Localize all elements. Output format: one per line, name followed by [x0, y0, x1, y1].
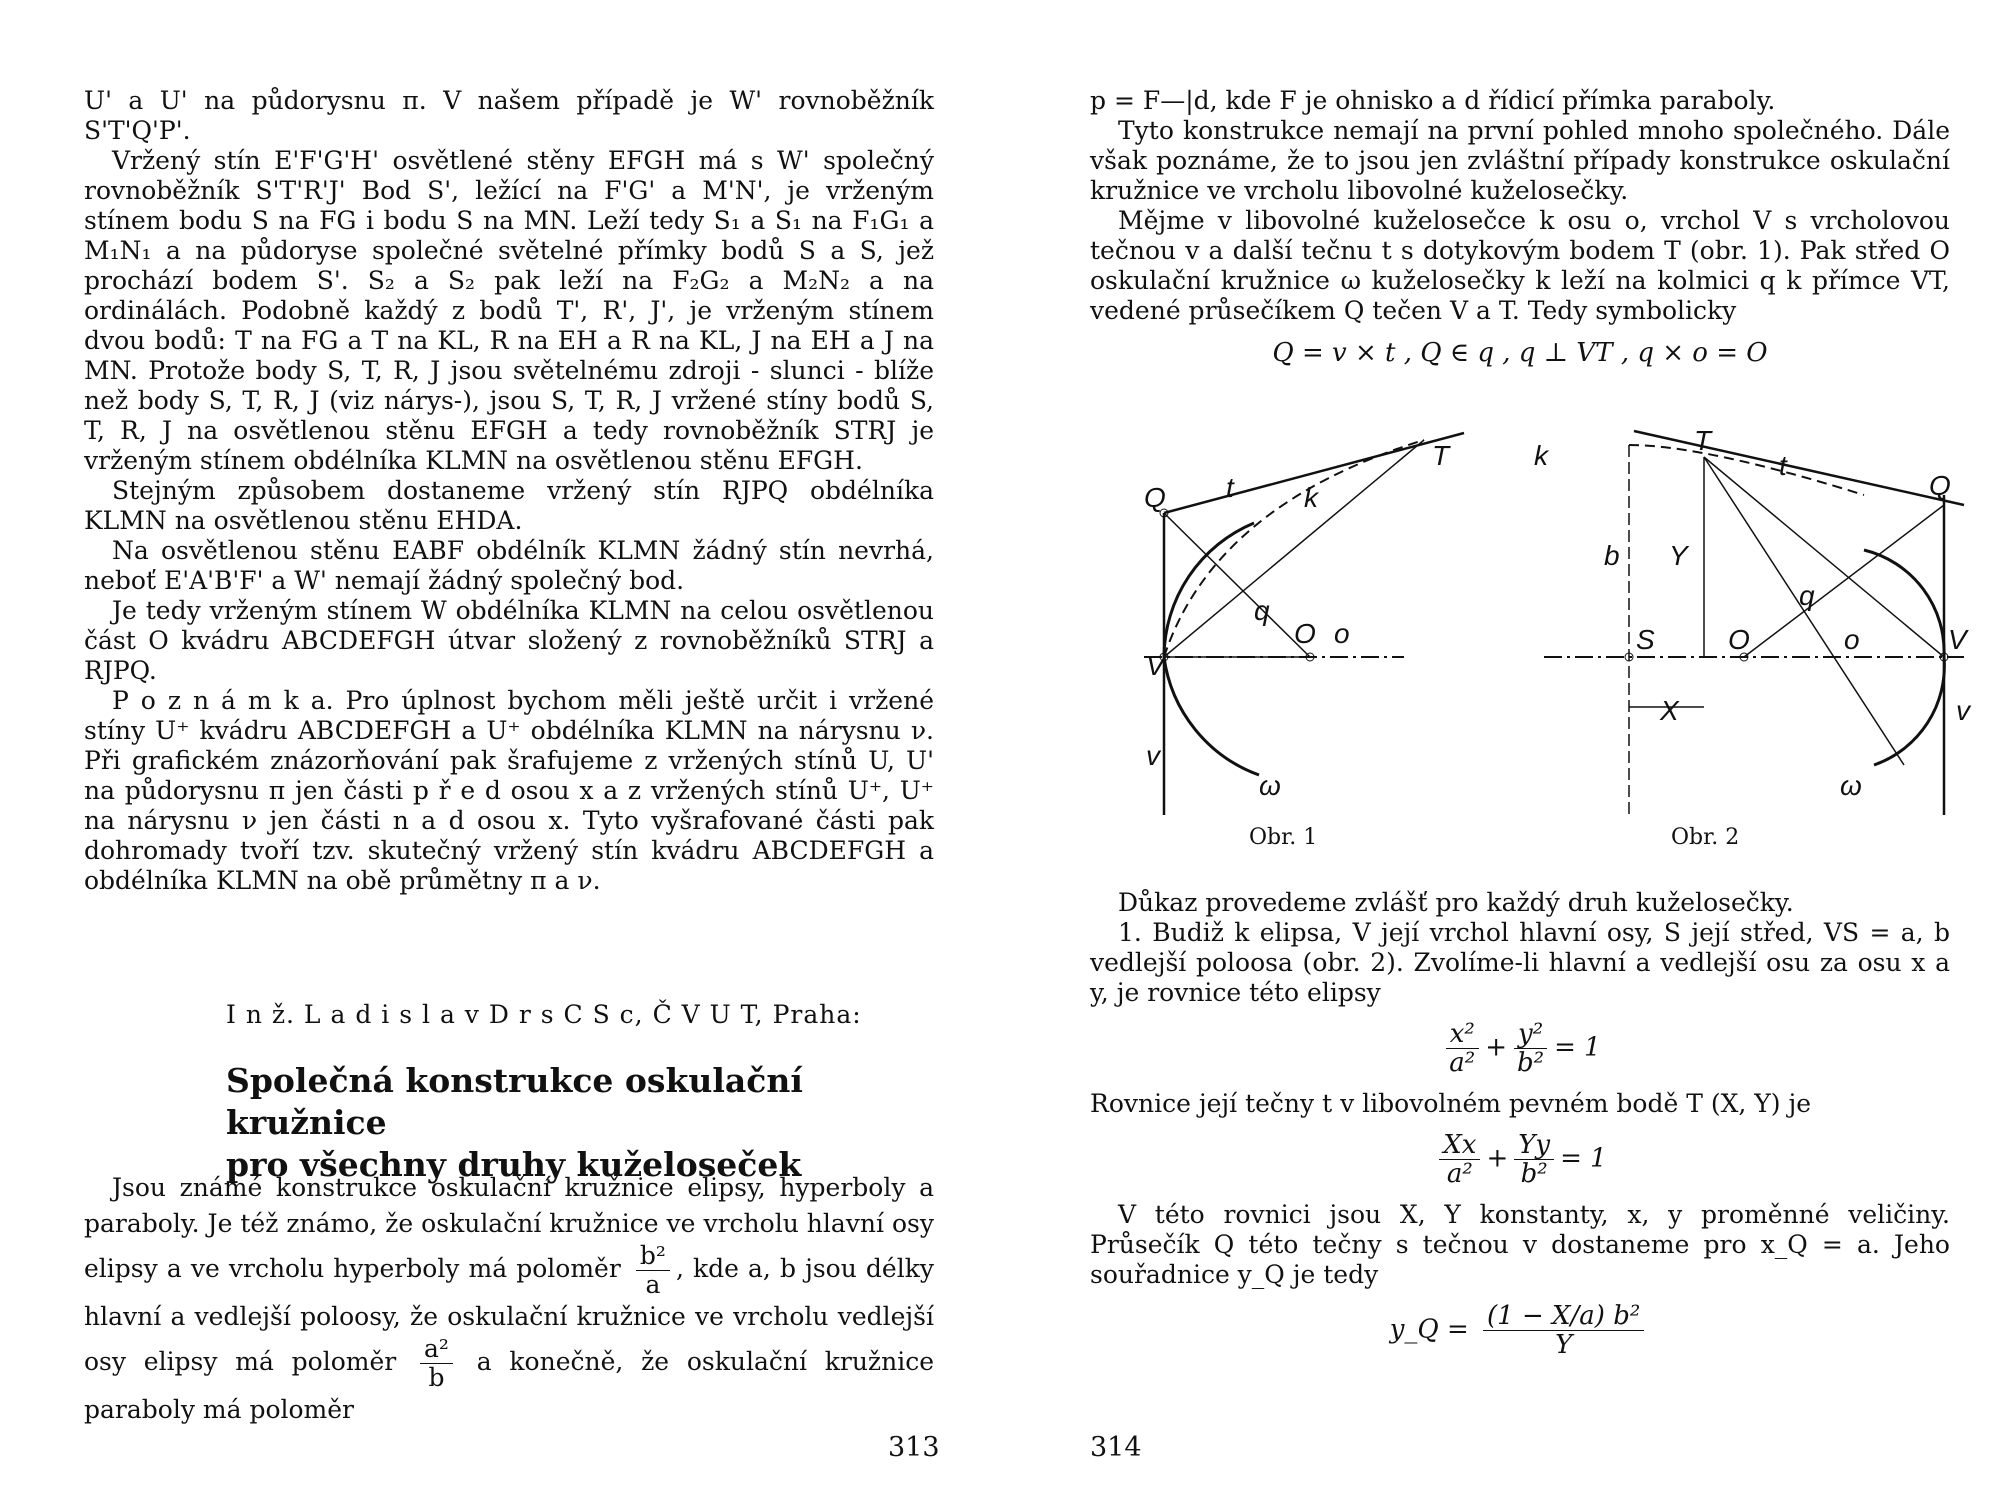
fig2-label-omega: ω — [1840, 770, 1862, 801]
fraction — [1513, 1020, 1548, 1077]
fig1-label-Q: Q — [1144, 482, 1166, 513]
abstract-text: a konečně, že oskulační kružnice paraboly má poloměr — [84, 1347, 934, 1424]
equation-rhs: = 1 — [1554, 1032, 1601, 1063]
paragraph: Je tedy vrženým stínem W obdélníka KLMN na celou osvětlenou část O kvádru ABCDEFGH útvar složený z rovnoběžníků STRJ a RJPQ. — [84, 596, 934, 685]
fig1-label-T: T — [1432, 440, 1450, 471]
figures-svg — [1004, 395, 2008, 865]
fraction — [1514, 1131, 1554, 1188]
fig2-label-V: V — [1948, 624, 1967, 655]
figure-2-caption: Obr. 2 — [1671, 825, 1740, 850]
denominator: a — [645, 1270, 661, 1299]
left-body-text — [84, 86, 934, 896]
paragraph: Na osvětlenou stěnu EABF obdélník KLMN žádný stín nevrhá, neboť E'A'B'F' a W' nemají žádný společný bod. — [84, 536, 934, 595]
fig1-label-O: O — [1294, 618, 1316, 649]
paragraph: U' a U' na půdorysnu π. V našem případě je W' rovnoběžník S'T'Q'P'. — [84, 86, 934, 145]
fig2-label-O: O — [1728, 624, 1750, 655]
numerator: b² — [636, 1242, 670, 1271]
denominator: a² — [1449, 1048, 1476, 1078]
yq-equation — [1090, 1302, 1950, 1359]
author-line: I n ž. L a d i s l a v D r s C S c, Č V U T, Praha: — [226, 1000, 862, 1029]
fig2-label-S: S — [1636, 624, 1655, 655]
right-body-text — [1090, 86, 1950, 380]
right-page — [1004, 0, 2008, 1501]
denominator: b² — [1520, 1159, 1548, 1189]
paragraph: p = F—|d, kde F je ohnisko a d řídicí přímka paraboly. — [1090, 86, 1776, 115]
equation-rhs: = 1 — [1560, 1143, 1607, 1174]
fraction — [636, 1242, 670, 1299]
conic-k-curve — [1629, 445, 1864, 495]
article-title — [226, 1060, 946, 1186]
figure-1-caption: Obr. 1 — [1249, 825, 1318, 850]
paragraph: Vržený stín E'F'G'H' osvětlené stěny EFGH má s W' společný rovnoběžník S'T'R'J' Bod S', ležící na F'G' a M'N', je vrženým stínem bodu S na FG i bodu S na MN. Leží tedy S₁ a S₁ na F₁G₁ a M₁N₁ a na půdoryse společné světelné přímky bodů S a S, jež prochází bodem S'. S₂ a S₂ pak leží na F₂G₂ a M₂N₂ a na ordinálách. Podobně každý z bodů T', R', J', je vrženým stínem dvou bodů: T na FG a T na KL, R na EH a R na KL, J na EH a J na MN. Protože body S, T, R, J jsou světelnému zdroji - slunci - blíže než body S, T, R, J (viz nárys-), jsou S, T, R, J vržené stíny bodů S, T, R, J na osvětlenou stěnu EFGH a tedy rovnoběžník STRJ je vrženým stínem obdélníka KLMN na osvětlenou stěnu EFGH. — [84, 146, 934, 475]
paragraph: P o z n á m k a. Pro úplnost bychom měli ještě určit i vržené stíny U⁺ kvádru ABCDEFGH a U⁺ obdélníka KLMN na nárysnu ν. Při grafickém znázorňování pak šrafujeme z vržených stínů U, U' na půdorysnu π jen části p ř e d osou x a z vržených stínů U⁺, U⁺ na nárysnu ν jen části n a d osou x. Tyto vyšrafované části pak dohromady tvoří tzv. skutečný vržený stín kvádru ABCDEFGH a obdélníka KLMN na obě průmětny π a ν. — [84, 686, 934, 895]
fraction — [1439, 1131, 1480, 1188]
page-number: 314 — [1090, 1432, 1142, 1463]
paragraph: Rovnice její tečny t v libovolném pevném bodě T (X, Y) je — [1090, 1089, 1812, 1118]
fig1-label-o: o — [1334, 618, 1350, 649]
tangent-equation: $\frac{Xx}{\text{a²}}$ + $\frac{Yy}{\text{b²}}$ = 1 — [1090, 1131, 1950, 1188]
denominator: b — [428, 1363, 445, 1392]
fraction — [1483, 1302, 1644, 1359]
fraction — [1445, 1020, 1479, 1077]
title-line: Společná konstrukce oskulační kružnice — [226, 1061, 803, 1142]
equation-lhs: y_Q = — [1389, 1314, 1469, 1345]
numerator: x² — [1446, 1020, 1479, 1049]
fig1-label-omega: ω — [1259, 770, 1281, 801]
numerator: Yy — [1514, 1131, 1554, 1160]
fig2-label-X: X — [1660, 695, 1679, 726]
paragraph: Důkaz provedeme zvlášť pro každý druh kuželosečky. — [1118, 888, 1794, 917]
osculating-circle-omega — [1864, 550, 1944, 657]
fraction — [420, 1335, 453, 1392]
tangent-t-line — [1634, 431, 1964, 505]
paragraph: 1. Budiž k elipsa, V její vrchol hlavní osy, S její střed, VS = a, b vedlejší poloosa (obr. 2). Zvolíme-li hlavní a vedlejší osu za osu x a y, je rovnice této elipsy — [1090, 918, 1950, 1007]
numerator: Xx — [1439, 1131, 1480, 1160]
title-line: pro všechny druhy kuželoseček — [226, 1145, 802, 1184]
fig1-label-q: q — [1254, 595, 1270, 626]
denominator: a² — [1446, 1159, 1473, 1189]
denominator: Y — [1555, 1330, 1573, 1360]
ellipse-equation: $\frac{\text{x²}}{\text{a²}}$ + $\frac{\text{y²}}{\text{b²}}$ = 1 — [1090, 1020, 1950, 1077]
abstract-text: Jsou známé konstrukce oskulační kružnice elipsy, hyperboly a paraboly. Je též známo, že oskulační kružnice ve vrcholu hlavní osy elipsy a ve vrcholu hyperboly má poloměr — [84, 1173, 934, 1283]
fig2-label-v: v — [1956, 695, 1970, 726]
numerator: (1 − X/a) b² — [1483, 1302, 1644, 1331]
fig1-label-v: v — [1146, 740, 1160, 771]
figure-2 — [1544, 431, 1964, 815]
abstract-paragraph — [84, 1170, 934, 1428]
denominator: b² — [1517, 1048, 1545, 1078]
fig2-label-Y: Y — [1669, 540, 1688, 571]
paragraph: Stejným způsobem dostaneme vržený stín RJPQ obdélníka KLMN na osvětlenou stěnu EHDA. — [84, 476, 934, 535]
fig1-label-V: V — [1146, 650, 1165, 681]
paragraph: V této rovnici jsou X, Y konstanty, x, y proměnné veličiny. Průsečík Q této tečny s tečnou v dostaneme pro x_Q = a. Jeho souřadnice y_Q je tedy — [1090, 1200, 1950, 1289]
abstract-text: , kde a, b jsou délky hlavní a vedlejší poloosy, že oskulační kružnice ve vrcholu vedlejší osy elipsy má poloměr — [84, 1254, 934, 1376]
numerator: a² — [420, 1335, 453, 1364]
perpendicular-q-line — [1164, 513, 1310, 657]
fig2-label-o: o — [1844, 624, 1860, 655]
radius-line — [1704, 457, 1904, 765]
osculating-circle-omega — [1874, 657, 1944, 765]
page-number: 313 — [888, 1432, 940, 1463]
fig2-label-T: T — [1694, 425, 1712, 456]
osculating-circle-omega — [1164, 523, 1254, 657]
numerator: y² — [1514, 1020, 1547, 1049]
formula-symbolic: Q = v × t , Q ∈ q , q ⊥ VT , q × o = O — [1272, 338, 1768, 368]
fig1-label-t: t — [1226, 472, 1234, 503]
fig2-label-b: b — [1604, 540, 1620, 571]
fig2-label-Q: Q — [1929, 470, 1951, 501]
osculating-circle-omega — [1164, 657, 1259, 775]
right-body-lower — [1090, 888, 1950, 1371]
paragraph: Mějme v libovolné kuželosečce k osu o, vrchol V s vrcholovou tečnou v a další tečnu t s dotykovým bodem T (obr. 1). Pak střed O oskulační kružnice ω kuželosečky k leží na kolmici q k přímce VT, vedené průsečíkem Q tečen V a T. Tedy symbolicky — [1090, 206, 1950, 325]
fig2-label-k: k — [1534, 440, 1548, 471]
fig2-label-q: q — [1799, 580, 1815, 611]
fig2-label-t: t — [1779, 450, 1787, 481]
fig1-label-k: k — [1304, 482, 1318, 513]
paragraph: Tyto konstrukce nemají na první pohled mnoho společného. Dále však poznáme, že to jsou jen zvláštní případy konstrukce oskulační kružnice ve vrcholu libovolné kuželosečky. — [1090, 116, 1950, 205]
